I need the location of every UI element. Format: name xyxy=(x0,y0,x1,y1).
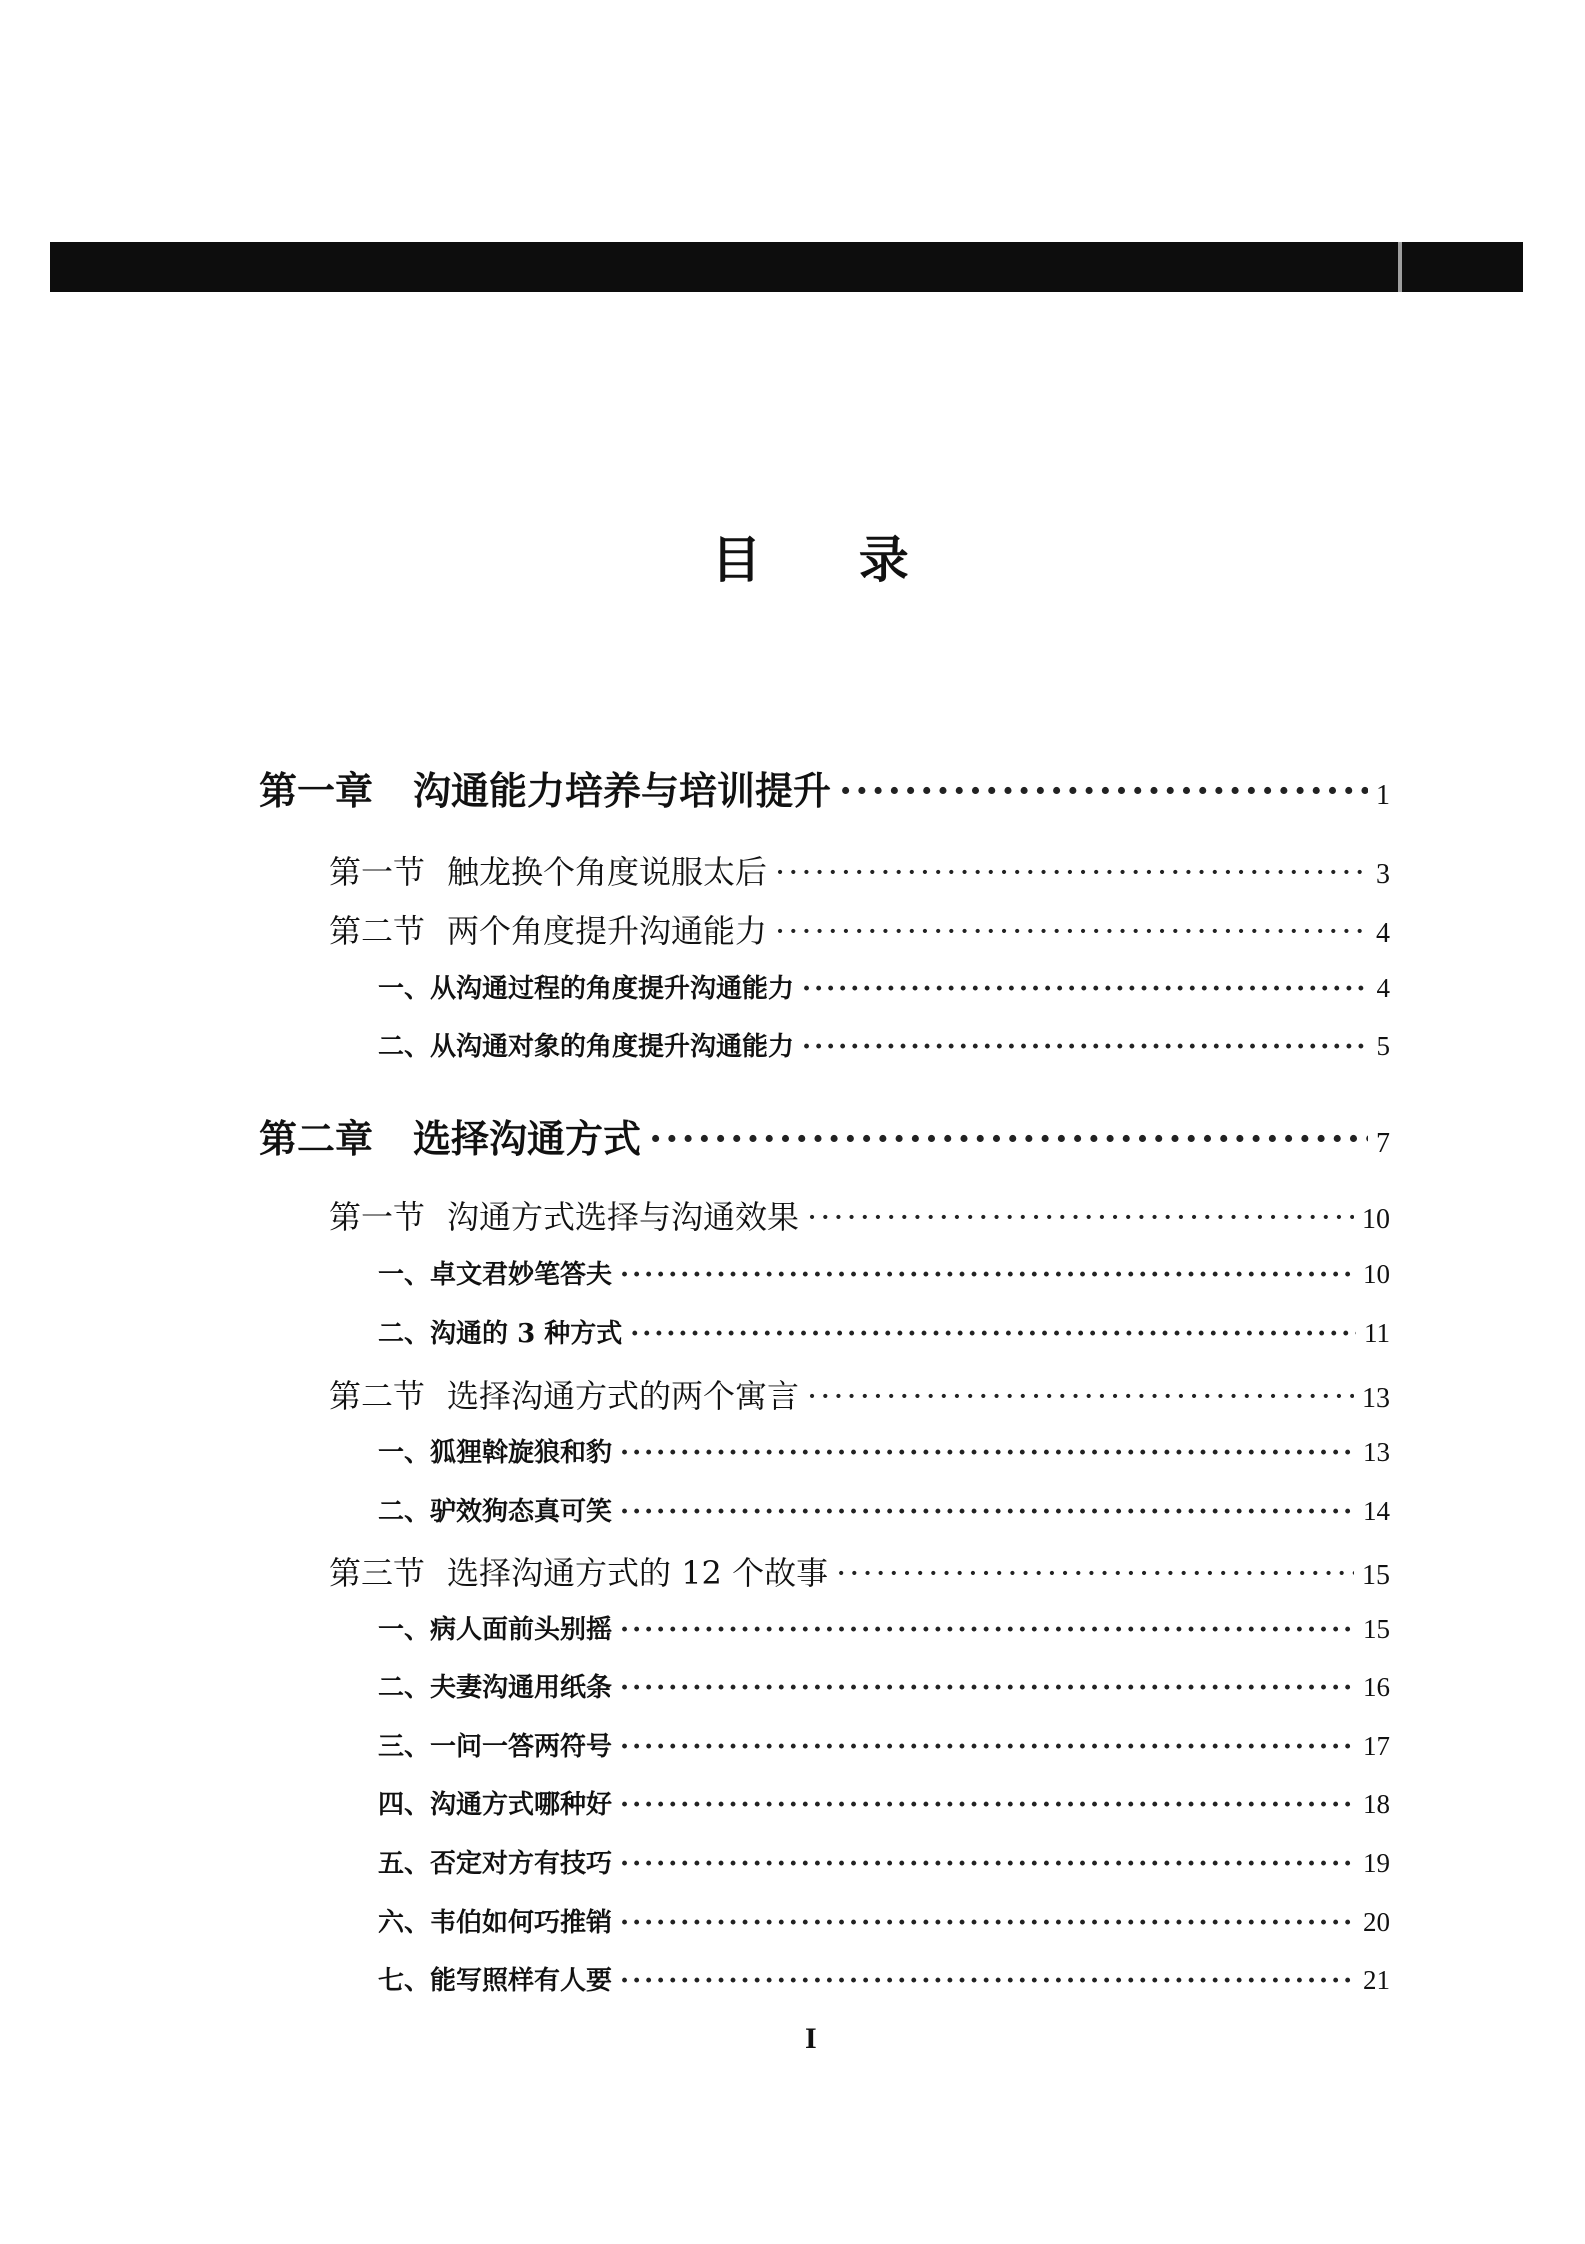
entry-label: 三、 xyxy=(378,1732,431,1762)
entry-page: 21 xyxy=(1363,1965,1390,1995)
entry-label: 第一节 xyxy=(329,1198,426,1236)
toc-entry-sub xyxy=(378,1026,1390,1063)
entry-title: 卓文君妙笔答夫 xyxy=(430,1260,613,1290)
toc-entry-sub xyxy=(378,1609,1390,1646)
entry-label: 一、 xyxy=(378,974,431,1004)
entry-title: 触龙换个角度说服太后 xyxy=(447,853,768,891)
entry-page: 13 xyxy=(1362,1383,1390,1414)
entry-title: 狐狸斡旋狼和豹 xyxy=(430,1438,613,1468)
entry-page: 16 xyxy=(1363,1672,1390,1702)
dot-leader xyxy=(807,1377,1354,1415)
page-title: 目 录 xyxy=(711,530,949,589)
toc-entry-section xyxy=(329,847,1390,893)
entry-title: 沟通方式选择与沟通效果 xyxy=(447,1198,800,1236)
toc-entry-sub xyxy=(378,1784,1390,1821)
toc-entry-sub xyxy=(378,1902,1390,1939)
toc-entry-section xyxy=(329,1192,1390,1238)
entry-label: 第二节 xyxy=(329,912,426,950)
dot-leader xyxy=(630,1319,1356,1349)
dot-leader xyxy=(807,1198,1354,1236)
entry-page: 13 xyxy=(1363,1437,1390,1467)
entry-title: 选择沟通方式 xyxy=(413,1116,642,1161)
entry-label: 一、 xyxy=(378,1260,431,1290)
toc-entry-sub xyxy=(378,1726,1390,1763)
dot-leader xyxy=(620,1673,1355,1703)
entry-title: 沟通的 3 种方式 xyxy=(430,1319,623,1349)
entry-label: 第二节 xyxy=(329,1377,426,1415)
entry-label: 第一节 xyxy=(329,853,426,891)
entry-page: 3 xyxy=(1376,859,1390,890)
dot-leader xyxy=(649,1116,1368,1161)
toc-entry-section xyxy=(329,1371,1390,1417)
entry-title: 否定对方有技巧 xyxy=(430,1849,613,1879)
dot-leader xyxy=(839,768,1368,813)
entry-label: 二、 xyxy=(378,1032,431,1062)
dot-leader xyxy=(620,1966,1355,1996)
entry-title: 驴效狗态真可笑 xyxy=(430,1497,613,1527)
entry-page: 14 xyxy=(1363,1496,1390,1526)
dot-leader xyxy=(620,1790,1355,1820)
toc-entry-sub xyxy=(378,1432,1390,1469)
entry-title: 两个角度提升沟通能力 xyxy=(447,912,768,950)
header-rule-gap xyxy=(1398,242,1402,292)
entry-label: 第二章 xyxy=(259,1116,374,1161)
entry-label: 一、 xyxy=(378,1615,431,1645)
entry-page: 18 xyxy=(1363,1789,1390,1819)
entry-label: 第一章 xyxy=(259,768,374,813)
entry-label: 第三节 xyxy=(329,1554,426,1592)
dot-leader xyxy=(620,1438,1355,1468)
dot-leader xyxy=(620,1732,1355,1762)
toc-entry-sub xyxy=(378,1254,1390,1291)
entry-page: 20 xyxy=(1363,1907,1390,1937)
entry-label: 四、 xyxy=(378,1790,431,1820)
toc-entry-chapter xyxy=(259,1108,1390,1163)
toc-entry-sub xyxy=(378,1843,1390,1880)
page-number: I xyxy=(805,2022,817,2055)
entry-page: 7 xyxy=(1376,1128,1390,1159)
dot-leader xyxy=(836,1554,1354,1592)
header-rule-bar xyxy=(50,242,1523,292)
toc-entry-sub xyxy=(378,968,1390,1005)
entry-page: 19 xyxy=(1363,1848,1390,1878)
entry-title: 从沟通过程的角度提升沟通能力 xyxy=(430,974,795,1004)
entry-page: 4 xyxy=(1376,918,1390,949)
entry-page: 10 xyxy=(1363,1259,1390,1289)
entry-page: 10 xyxy=(1362,1204,1390,1235)
entry-label: 二、 xyxy=(378,1319,431,1349)
toc-entry-sub xyxy=(378,1313,1390,1350)
entry-page: 17 xyxy=(1363,1731,1390,1761)
entry-title: 韦伯如何巧推销 xyxy=(430,1908,613,1938)
entry-page: 4 xyxy=(1376,973,1390,1003)
dot-leader xyxy=(775,912,1368,950)
entry-page: 5 xyxy=(1376,1031,1390,1061)
dot-leader xyxy=(620,1615,1355,1645)
entry-label: 七、 xyxy=(378,1966,431,1996)
entry-title: 一问一答两符号 xyxy=(430,1732,613,1762)
toc-entry-sub xyxy=(378,1491,1390,1528)
dot-leader xyxy=(620,1908,1355,1938)
dot-leader xyxy=(802,1032,1368,1062)
dot-leader xyxy=(802,974,1368,1004)
entry-page: 15 xyxy=(1363,1614,1390,1644)
entry-page: 15 xyxy=(1362,1560,1390,1591)
toc-entry-sub xyxy=(378,1667,1390,1704)
toc-entry-section xyxy=(329,1548,1390,1594)
entry-title: 从沟通对象的角度提升沟通能力 xyxy=(430,1032,795,1062)
dot-leader xyxy=(620,1497,1355,1527)
entry-label: 一、 xyxy=(378,1438,431,1468)
entry-label: 五、 xyxy=(378,1849,431,1879)
entry-title: 选择沟通方式的两个寓言 xyxy=(447,1377,800,1415)
dot-leader xyxy=(620,1849,1355,1879)
entry-label: 二、 xyxy=(378,1497,431,1527)
entry-page: 1 xyxy=(1376,780,1390,811)
dot-leader xyxy=(620,1260,1355,1290)
entry-title: 沟通方式哪种好 xyxy=(430,1790,613,1820)
entry-title: 夫妻沟通用纸条 xyxy=(430,1673,613,1703)
entry-title: 沟通能力培养与培训提升 xyxy=(413,768,832,813)
entry-label: 二、 xyxy=(378,1673,431,1703)
entry-page: 11 xyxy=(1364,1318,1390,1348)
toc-entry-sub xyxy=(378,1960,1390,1997)
toc-entry-chapter xyxy=(259,760,1390,815)
entry-label: 六、 xyxy=(378,1908,431,1938)
entry-title: 选择沟通方式的 12 个故事 xyxy=(447,1554,829,1592)
toc-entry-section xyxy=(329,906,1390,952)
entry-title: 能写照样有人要 xyxy=(430,1966,613,1996)
entry-title: 病人面前头别摇 xyxy=(430,1615,613,1645)
dot-leader xyxy=(775,853,1368,891)
